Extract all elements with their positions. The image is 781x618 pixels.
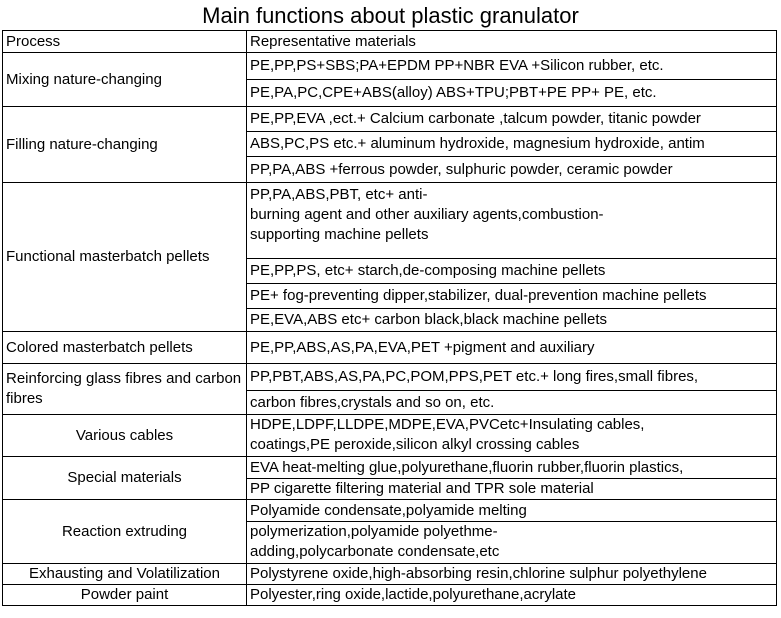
functions-table-wrapper [2, 30, 777, 606]
materials-cell [247, 183, 777, 259]
materials-line: HDPE,LDPF,LLDPE,MDPE,EVA,PVCetc+Insulating cables, [250, 416, 645, 433]
materials-cell [247, 500, 777, 522]
page-title: Main functions about plastic granulator [202, 3, 579, 28]
materials-cell [247, 391, 777, 415]
materials-cell [247, 309, 777, 332]
materials-line: PE,PP,ABS,AS,PA,EVA,PET +pigment and auxiliary [250, 338, 595, 356]
table-row [3, 585, 777, 606]
materials-line: PP,PA,ABS,PBT, etc+ anti- [250, 186, 428, 203]
materials-cell [247, 284, 777, 309]
materials-line: carbon fibres,crystals and so on, etc. [250, 393, 495, 411]
table-row [3, 415, 777, 457]
materials-cell [247, 564, 777, 585]
materials-line: polymerization,polyamide polyethme- [250, 523, 498, 540]
materials-line: adding,polycarbonate condensate,etc [250, 543, 500, 560]
materials-cell [247, 259, 777, 284]
materials-cell [247, 457, 777, 479]
materials-line: PE,PP,EVA ,ect.+ Calcium carbonate ,talcum powder, titanic powder [250, 110, 701, 127]
process-cell: Mixing nature-changing [3, 53, 247, 107]
process-cell: Reaction extruding [3, 500, 247, 564]
materials-line: burning agent and other auxiliary agents,combustion- [250, 206, 604, 223]
materials-cell [247, 332, 777, 364]
table-row [3, 564, 777, 585]
materials-cell [247, 80, 777, 107]
process-cell: Reinforcing glass fibres and carbon fibres [3, 364, 247, 415]
materials-cell [247, 415, 777, 457]
process-cell: Colored masterbatch pellets [3, 332, 247, 364]
materials-line: EVA heat-melting glue,polyurethane,fluorin rubber,fluorin plastics, [250, 458, 684, 476]
header-materials: Representative materials [247, 31, 777, 53]
table-row [3, 53, 777, 80]
materials-line: PE,EVA,ABS etc+ carbon black,black machine pellets [250, 311, 607, 328]
table-row [3, 107, 777, 132]
process-cell: Exhausting and Volatilization [3, 564, 247, 585]
table-row [3, 457, 777, 479]
table-row [3, 364, 777, 391]
process-cell: Powder paint [3, 585, 247, 606]
materials-cell [247, 132, 777, 157]
materials-line: Polyamide condensate,polyamide melting [250, 501, 527, 519]
materials-line: PP,PA,ABS +ferrous powder, sulphuric powder, ceramic powder [250, 160, 673, 178]
process-cell: Special materials [3, 457, 247, 500]
materials-line: PP,PBT,ABS,AS,PA,PC,POM,PPS,PET etc.+ long fires,small fibres, [250, 368, 699, 385]
process-cell: Various cables [3, 415, 247, 457]
materials-cell [247, 157, 777, 183]
materials-cell [247, 107, 777, 132]
materials-cell [247, 522, 777, 564]
materials-line: Polyester,ring oxide,lactide,polyurethane,acrylate [250, 586, 577, 603]
materials-line: PP cigarette filtering material and TPR sole material [250, 480, 594, 497]
table-row [3, 500, 777, 522]
materials-cell [247, 364, 777, 391]
process-cell: Filling nature-changing [3, 107, 247, 183]
functions-table [2, 30, 777, 606]
process-cell: Functional masterbatch pellets [3, 183, 247, 332]
materials-line: coatings,PE peroxide,silicon alkyl crossing cables [250, 436, 580, 453]
table-header-row [3, 31, 777, 53]
materials-cell [247, 585, 777, 606]
materials-line: PE+ fog-preventing dipper,stabilizer, dual-prevention machine pellets [250, 287, 707, 304]
materials-cell [247, 53, 777, 80]
materials-line: supporting machine pellets [250, 226, 429, 243]
materials-line: ABS,PC,PS etc.+ aluminum hydroxide, magnesium hydroxide, antim [250, 135, 705, 152]
materials-line: PE,PA,PC,CPE+ABS(alloy) ABS+TPU;PBT+PE PP+ PE, etc. [250, 84, 657, 101]
materials-line: PE,PP,PS+SBS;PA+EPDM PP+NBR EVA +Silicon rubber, etc. [250, 57, 664, 74]
header-process: Process [3, 31, 247, 53]
materials-cell [247, 479, 777, 500]
materials-line: Polystyrene oxide,high-absorbing resin,chlorine sulphur polyethylene [250, 565, 707, 582]
table-row [3, 183, 777, 259]
materials-line: PE,PP,PS, etc+ starch,de-composing machine pellets [250, 262, 606, 279]
table-row [3, 332, 777, 364]
